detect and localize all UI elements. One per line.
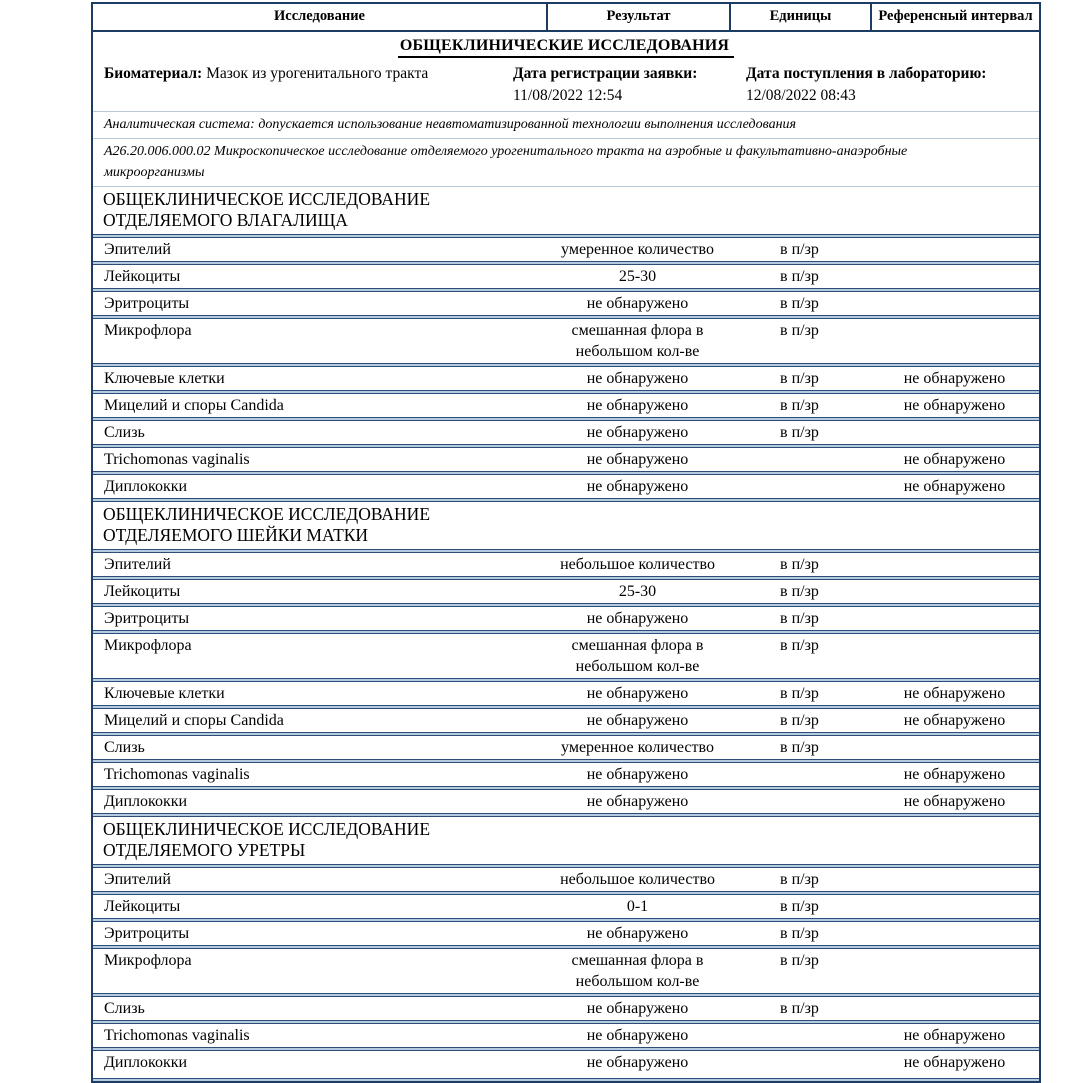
result-cell: не обнаружено xyxy=(586,711,689,729)
reference-cell xyxy=(870,554,1039,575)
results-table xyxy=(91,2,1041,1083)
table-row xyxy=(93,736,1039,759)
table-row xyxy=(93,448,1039,471)
units-cell: в п/зр xyxy=(780,951,819,969)
received-date-block xyxy=(746,65,1039,105)
test-name-cell: Диплококки xyxy=(104,792,188,810)
units-cell: в п/зр xyxy=(780,711,819,729)
section-title-line2: ОТДЕЛЯЕМОГО УРЕТРЫ xyxy=(103,839,306,860)
reference-cell xyxy=(870,998,1039,1019)
reference-cell: не обнаружено xyxy=(903,369,1006,387)
table-bottom-border xyxy=(93,1078,1039,1083)
section-title-line1: ОБЩЕКЛИНИЧЕСКОЕ ИССЛЕДОВАНИЕ xyxy=(103,818,431,839)
table-row xyxy=(93,922,1039,945)
result-cell: смешанная флора в небольшом кол-ве xyxy=(571,321,704,360)
test-name-cell: Trichomonas vaginalis xyxy=(104,450,250,468)
reference-cell xyxy=(870,266,1039,287)
units-cell: в п/зр xyxy=(780,369,819,387)
reference-cell xyxy=(870,635,1039,677)
units-cell xyxy=(729,1025,870,1046)
biomaterial-value: Мазок из урогенитального тракта xyxy=(206,65,429,82)
reference-cell xyxy=(870,869,1039,890)
section-title-cervix xyxy=(93,502,1039,549)
test-name-cell: Диплококки xyxy=(104,1053,188,1071)
column-header-reference: Референсный интервал xyxy=(870,4,1039,30)
column-header-research: Исследование xyxy=(274,8,365,24)
table-row xyxy=(93,790,1039,813)
test-name-cell: Микрофлора xyxy=(104,321,192,339)
reference-cell xyxy=(870,293,1039,314)
result-cell: 0-1 xyxy=(626,897,649,915)
reference-cell: не обнаружено xyxy=(903,765,1006,783)
test-name-cell: Мицелий и споры Candida xyxy=(104,396,284,414)
reference-cell xyxy=(870,320,1039,362)
group-title-row xyxy=(93,32,1039,59)
table-row xyxy=(93,553,1039,576)
result-cell: не обнаружено xyxy=(586,609,689,627)
received-date-label: Дата поступления в лабораторию: xyxy=(746,65,987,82)
section-title-line2: ОТДЕЛЯЕМОГО ВЛАГАЛИЩА xyxy=(103,209,348,230)
result-cell: не обнаружено xyxy=(586,450,689,468)
result-cell: смешанная флора в небольшом кол-ве xyxy=(571,951,704,990)
result-cell: небольшое количество xyxy=(560,870,715,888)
test-name-cell: Эпителий xyxy=(104,240,171,258)
test-name-cell: Слизь xyxy=(104,999,145,1017)
test-name-cell: Лейкоциты xyxy=(104,897,181,915)
test-name-cell: Ключевые клетки xyxy=(104,684,225,702)
received-date-value: 12/08/2022 08:43 xyxy=(746,87,856,104)
test-name-cell: Эпителий xyxy=(104,555,171,573)
units-cell xyxy=(729,764,870,785)
table-row xyxy=(93,895,1039,918)
units-cell: в п/зр xyxy=(780,609,819,627)
units-cell: в п/зр xyxy=(780,636,819,654)
result-cell: не обнаружено xyxy=(586,423,689,441)
test-name-cell: Эритроциты xyxy=(104,609,190,627)
result-cell: 25-30 xyxy=(618,267,657,285)
units-cell xyxy=(729,449,870,470)
section-title-vagina xyxy=(93,187,1039,234)
reference-cell xyxy=(870,737,1039,758)
result-cell: не обнаружено xyxy=(586,294,689,312)
reference-cell: не обнаружено xyxy=(903,1053,1006,1071)
table-header xyxy=(93,4,1039,32)
biomaterial-label: Биоматериал: xyxy=(104,65,203,82)
table-row xyxy=(93,634,1039,678)
reference-cell: не обнаружено xyxy=(903,792,1006,810)
table-row xyxy=(93,367,1039,390)
section-title-line2: ОТДЕЛЯЕМОГО ШЕЙКИ МАТКИ xyxy=(103,524,369,545)
table-row xyxy=(93,394,1039,417)
test-name-cell: Микрофлора xyxy=(104,951,192,969)
result-cell: не обнаружено xyxy=(586,1026,689,1044)
test-name-cell: Trichomonas vaginalis xyxy=(104,765,250,783)
registration-date-label: Дата регистрации заявки: xyxy=(513,65,698,82)
table-row xyxy=(93,997,1039,1020)
test-name-cell: Мицелий и споры Candida xyxy=(104,711,284,729)
table-row xyxy=(93,580,1039,603)
reference-cell: не обнаружено xyxy=(903,477,1006,495)
units-cell: в п/зр xyxy=(780,294,819,312)
section-title-urethra xyxy=(93,817,1039,864)
units-cell: в п/зр xyxy=(780,555,819,573)
section-title-line1: ОБЩЕКЛИНИЧЕСКОЕ ИССЛЕДОВАНИЕ xyxy=(103,188,431,209)
reference-cell xyxy=(870,896,1039,917)
units-cell: в п/зр xyxy=(780,582,819,600)
test-name-cell: Trichomonas vaginalis xyxy=(104,1026,250,1044)
units-cell: в п/зр xyxy=(780,684,819,702)
reference-cell: не обнаружено xyxy=(903,450,1006,468)
table-row xyxy=(93,763,1039,786)
units-cell: в п/зр xyxy=(780,870,819,888)
test-name-cell: Ключевые клетки xyxy=(104,369,225,387)
reference-cell xyxy=(870,422,1039,443)
table-row xyxy=(93,292,1039,315)
test-name-cell: Эпителий xyxy=(104,870,171,888)
reference-cell xyxy=(870,581,1039,602)
test-name-cell: Диплококки xyxy=(104,477,188,495)
table-row xyxy=(93,682,1039,705)
note-analytical-system: Аналитическая система: допускается использование неавтоматизированной технологии выполнения исследования xyxy=(104,117,797,132)
units-cell: в п/зр xyxy=(780,924,819,942)
table-row xyxy=(93,421,1039,444)
result-cell: смешанная флора в небольшом кол-ве xyxy=(571,636,704,675)
units-cell xyxy=(729,476,870,497)
registration-date-value: 11/08/2022 12:54 xyxy=(513,87,623,104)
reference-cell: не обнаружено xyxy=(903,711,1006,729)
result-cell: небольшое количество xyxy=(560,555,715,573)
result-cell: умеренное количество xyxy=(561,240,714,258)
result-cell: не обнаружено xyxy=(586,792,689,810)
test-name-cell: Лейкоциты xyxy=(104,582,181,600)
reference-cell xyxy=(870,923,1039,944)
note-method-code: А26.20.006.000.02 Микроскопическое исследование отделяемого урогенитального тракта на аэробные и факультативно-анаэробные микроорганизмы xyxy=(104,144,908,180)
table-row xyxy=(93,709,1039,732)
reference-cell xyxy=(870,239,1039,260)
specimen-info-row xyxy=(93,59,1039,111)
units-cell: в п/зр xyxy=(780,999,819,1017)
result-cell: не обнаружено xyxy=(586,684,689,702)
group-title: ОБЩЕКЛИНИЧЕСКИЕ ИССЛЕДОВАНИЯ xyxy=(398,37,734,58)
table-row xyxy=(93,1024,1039,1047)
reference-cell xyxy=(870,608,1039,629)
units-cell: в п/зр xyxy=(780,396,819,414)
test-name-cell: Эритроциты xyxy=(104,294,190,312)
units-cell: в п/зр xyxy=(780,267,819,285)
reference-cell: не обнаружено xyxy=(903,1026,1006,1044)
result-cell: не обнаружено xyxy=(586,369,689,387)
table-row xyxy=(93,475,1039,498)
units-cell: в п/зр xyxy=(780,240,819,258)
reference-cell: не обнаружено xyxy=(903,396,1006,414)
test-name-cell: Эритроциты xyxy=(104,924,190,942)
table-row xyxy=(93,265,1039,288)
units-cell xyxy=(729,791,870,812)
result-cell: не обнаружено xyxy=(586,1053,689,1071)
table-row xyxy=(93,949,1039,993)
result-cell: 25-30 xyxy=(618,582,657,600)
biomaterial-block xyxy=(93,65,513,105)
result-cell: не обнаружено xyxy=(586,477,689,495)
table-row xyxy=(93,238,1039,261)
table-row xyxy=(93,607,1039,630)
result-cell: не обнаружено xyxy=(586,396,689,414)
result-cell: не обнаружено xyxy=(586,765,689,783)
test-name-cell: Микрофлора xyxy=(104,636,192,654)
table-row xyxy=(93,319,1039,363)
table-row xyxy=(93,868,1039,891)
units-cell: в п/зр xyxy=(780,321,819,339)
column-header-units: Единицы xyxy=(729,4,870,30)
units-cell: в п/зр xyxy=(780,423,819,441)
reference-cell xyxy=(870,950,1039,992)
test-name-cell: Слизь xyxy=(104,738,145,756)
reference-cell: не обнаружено xyxy=(903,684,1006,702)
table-row xyxy=(93,1051,1039,1074)
units-cell: в п/зр xyxy=(780,897,819,915)
result-cell: не обнаружено xyxy=(586,924,689,942)
column-header-result: Результат xyxy=(546,4,729,30)
result-cell: не обнаружено xyxy=(586,999,689,1017)
section-title-line1: ОБЩЕКЛИНИЧЕСКОЕ ИССЛЕДОВАНИЕ xyxy=(103,503,431,524)
test-name-cell: Лейкоциты xyxy=(104,267,181,285)
test-name-cell: Слизь xyxy=(104,423,145,441)
result-cell: умеренное количество xyxy=(561,738,714,756)
units-cell xyxy=(729,1052,870,1073)
registration-date-block xyxy=(513,65,746,105)
units-cell: в п/зр xyxy=(780,738,819,756)
